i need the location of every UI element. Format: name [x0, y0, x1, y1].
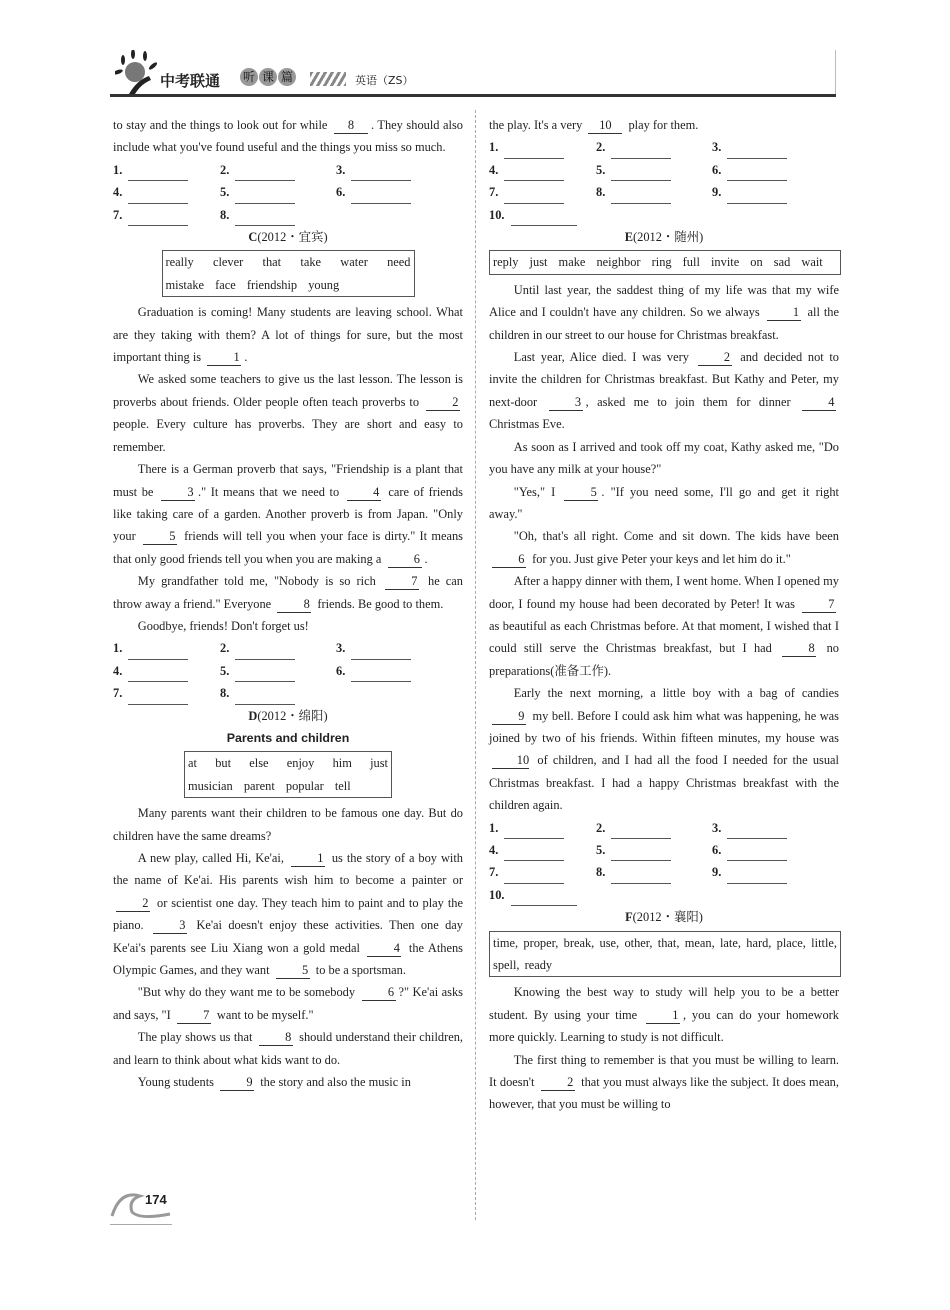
paragraph-text: "Yes," I — [513, 484, 562, 499]
answer-item — [220, 660, 336, 682]
section-heading — [489, 906, 839, 928]
answer-line-5[interactable] — [235, 667, 295, 682]
answer-item — [220, 159, 336, 181]
answer-line-3[interactable] — [727, 824, 787, 839]
paragraph-text: ?" Ke'ai asks and says, "I — [113, 985, 463, 1022]
blank-3[interactable]: 3 — [549, 395, 583, 411]
answer-line-4[interactable] — [504, 166, 564, 181]
blank-3[interactable]: 3 — [161, 485, 195, 501]
answer-row — [113, 637, 463, 659]
paragraph-text: ." It means that we need to — [198, 484, 344, 499]
answer-line-9[interactable] — [727, 189, 787, 204]
section-heading — [113, 226, 463, 248]
word-bank-box: time, proper, break, use, other, that, mean, late, hard, place, little, spell, ready — [489, 931, 841, 978]
paragraph-text: Young students — [137, 1075, 218, 1090]
blank-7[interactable]: 7 — [385, 574, 419, 590]
paragraph-text: care of friends like taking care of a garden. Another proverb is from Japan. "Only your — [113, 484, 463, 544]
answer-line-7[interactable] — [128, 690, 188, 705]
answer-line-4[interactable] — [128, 189, 188, 204]
answer-number: 6. — [336, 663, 346, 678]
answer-item — [336, 159, 443, 181]
section-badge — [240, 68, 297, 86]
answer-item — [220, 204, 336, 226]
answer-number: 7. — [489, 865, 499, 880]
answer-item — [113, 682, 220, 704]
answer-number: 2. — [220, 641, 230, 656]
section-letter: D — [248, 708, 258, 723]
answer-row — [113, 159, 463, 181]
answer-number: 6. — [336, 185, 346, 200]
answer-line-5[interactable] — [611, 166, 671, 181]
paragraph-text: to stay and the things to look out for while — [113, 118, 331, 132]
answer-number: 1. — [489, 820, 499, 835]
blank-2[interactable]: 2 — [426, 395, 460, 411]
answer-number: 4. — [489, 162, 499, 177]
answer-line-5[interactable] — [611, 846, 671, 861]
answer-item — [596, 181, 712, 203]
paragraph-text: . — [424, 551, 428, 566]
answer-number: 3. — [336, 162, 346, 177]
paragraph — [113, 847, 463, 981]
answer-item — [489, 884, 596, 906]
answer-row — [113, 660, 463, 682]
paragraph-text: My grandfather told me, "Nobody is so rich — [137, 574, 382, 589]
answer-number: 2. — [220, 162, 230, 177]
paragraph-text: for you. Just give Peter your keys and let him do it." — [529, 551, 791, 566]
passage-title: Parents and children — [226, 730, 350, 745]
paragraph-text: no preparations(准备工作). — [489, 641, 839, 678]
answer-number: 1. — [489, 140, 499, 155]
blank-7[interactable]: 7 — [802, 597, 836, 613]
answer-number: 5. — [220, 185, 230, 200]
answer-item — [220, 181, 336, 203]
paragraph — [489, 346, 839, 436]
answer-number: 8. — [220, 207, 230, 222]
paragraph-text: Ke'ai doesn't enjoy these activities. Then one day Ke'ai's parents see Liu Xiang won a gold medal — [113, 918, 463, 955]
answer-row — [489, 861, 839, 883]
paragraph-text: Early the next morning, a little boy with a bag of candies — [513, 686, 839, 701]
answer-row — [489, 839, 839, 861]
section-char: 课 — [259, 68, 277, 86]
paragraph — [489, 981, 839, 1048]
answer-row — [113, 682, 463, 704]
blank-9[interactable]: 9 — [492, 709, 526, 725]
answer-line-2[interactable] — [611, 144, 671, 159]
answer-item — [712, 861, 819, 883]
paragraph — [113, 114, 463, 159]
section-heading — [113, 705, 463, 727]
answer-number: 8. — [220, 686, 230, 701]
paragraph-text: he can throw away a friend." Everyone — [113, 574, 463, 611]
paragraph — [113, 1071, 463, 1093]
answer-line-8[interactable] — [611, 869, 671, 884]
answer-line-10[interactable] — [511, 891, 577, 906]
section-source: (2012・随州) — [633, 230, 704, 245]
section-letter: E — [624, 230, 634, 245]
answer-number: 3. — [712, 820, 722, 835]
answer-item — [489, 136, 596, 158]
answer-line-8[interactable] — [235, 211, 295, 226]
paragraph-text: the play. It's a very — [489, 118, 586, 132]
answer-item — [489, 839, 596, 861]
answer-number: 9. — [712, 185, 722, 200]
answer-number: 5. — [596, 843, 606, 857]
blank-8[interactable]: 8 — [334, 118, 368, 134]
paragraph-text: want to be myself." — [213, 1007, 314, 1022]
paragraph — [113, 301, 463, 368]
answer-item — [596, 136, 712, 158]
column-divider — [475, 110, 476, 1220]
slash-decoration — [310, 72, 346, 86]
answer-number: 7. — [489, 185, 499, 200]
blank-1[interactable]: 1 — [646, 1008, 680, 1024]
answer-line-6[interactable] — [727, 846, 787, 861]
answer-item — [336, 637, 443, 659]
paragraph-text: "But why do they want me to be somebody — [137, 985, 359, 1000]
answer-item — [489, 861, 596, 883]
answer-row — [489, 136, 839, 158]
answer-item — [113, 204, 220, 226]
paragraph — [113, 368, 463, 458]
blank-5[interactable]: 5 — [564, 485, 598, 501]
paragraph — [113, 570, 463, 615]
answer-line-10[interactable] — [511, 211, 577, 226]
paragraph — [489, 279, 839, 346]
blank-1[interactable]: 1 — [767, 305, 801, 321]
paragraph — [113, 1026, 463, 1071]
paragraph-text: , you can do your homework more quickly. Learning to study is not difficult. — [489, 1007, 839, 1045]
paragraph — [489, 114, 839, 136]
blank-5[interactable]: 5 — [276, 963, 310, 979]
blank-8[interactable]: 8 — [259, 1030, 293, 1046]
answer-item — [220, 682, 336, 704]
answer-line-9[interactable] — [727, 869, 787, 884]
blank-4[interactable]: 4 — [802, 395, 836, 411]
paragraph-text: The play shows us that — [137, 1030, 256, 1045]
answer-number: 3. — [712, 140, 722, 155]
paragraph-text: , asked me to join them for dinner — [585, 394, 799, 409]
paragraph — [489, 1049, 839, 1116]
paragraph-text: Knowing the best way to study will help you to be a better student. By using your time — [489, 985, 839, 1022]
paragraph — [113, 615, 463, 637]
paragraph-text: the Athens Olympic Games, and they want — [113, 940, 463, 978]
answer-item — [489, 181, 596, 203]
blank-4[interactable]: 4 — [367, 941, 401, 957]
page-header — [110, 48, 836, 97]
answer-item — [596, 817, 712, 839]
answer-line-3[interactable] — [351, 166, 411, 181]
brand-title: 中考联通 — [160, 72, 221, 90]
section-letter: F — [625, 910, 633, 925]
paragraph-text: play for them. — [625, 118, 699, 132]
answer-number: 6. — [712, 162, 722, 177]
answer-number: 1. — [113, 162, 123, 177]
answer-number: 4. — [489, 843, 499, 857]
answer-number: 8. — [596, 865, 606, 880]
answer-number: 1. — [113, 641, 123, 656]
answer-item — [596, 159, 712, 181]
paragraph — [113, 802, 463, 847]
page-footer — [110, 1186, 180, 1227]
answer-item — [596, 839, 712, 861]
paragraph — [113, 981, 463, 1026]
paragraph-text: Graduation is coming! Many students are leaving school. What are they taking with them? A lot of things for sure, but the most important thing is — [113, 305, 463, 365]
answer-line-7[interactable] — [128, 211, 188, 226]
answer-number: 5. — [220, 663, 230, 678]
section-char: 听 — [240, 68, 258, 86]
paragraph-text: us the story of a boy with the name of Ke'ai. His parents wish him to become a painter or — [113, 851, 463, 888]
section-heading — [489, 226, 839, 248]
blank-4[interactable]: 4 — [347, 485, 381, 501]
section-source: (2012・绵阳) — [257, 708, 328, 723]
blank-6[interactable]: 6 — [492, 552, 526, 568]
answer-number: 2. — [596, 820, 606, 835]
paragraph-text: . They should also include what you've found useful and the things you miss so much. — [113, 118, 463, 155]
answer-item — [712, 159, 819, 181]
paragraph-text: Christmas Eve. — [489, 417, 565, 432]
answer-item — [712, 839, 819, 861]
answer-line-7[interactable] — [504, 189, 564, 204]
answer-line-2[interactable] — [235, 166, 295, 181]
answer-item — [113, 637, 220, 659]
paragraph-text: After a happy dinner with them, I went home. When I opened my door, I found my house had been decorated by Peter! It was — [489, 574, 839, 611]
answer-item — [113, 660, 220, 682]
answer-number: 8. — [596, 185, 606, 200]
answer-number: 10. — [489, 887, 505, 902]
answer-line-8[interactable] — [611, 189, 671, 204]
paragraph-text: my bell. Before I could ask him what was happening, he was joined by two of his friends. Within fifteen minutes, my house was — [489, 708, 839, 745]
answer-number: 10. — [489, 207, 505, 222]
paragraph-text: all the children in our street to our house for Christmas breakfast. — [489, 305, 840, 342]
answer-item — [489, 204, 596, 226]
answer-row — [113, 181, 463, 203]
answer-row — [489, 204, 839, 226]
answer-line-4[interactable] — [504, 846, 564, 861]
page-number: 174 — [145, 1192, 167, 1207]
paragraph-text: The first thing to remember is that you must be willing to learn. It doesn't — [489, 1052, 839, 1090]
answer-row — [489, 181, 839, 203]
answer-number: 7. — [113, 207, 123, 222]
paragraph-text: We asked some teachers to give us the last lesson. The lesson is proverbs about friends. Older people often teach proverbs to — [113, 372, 463, 409]
answer-item — [489, 159, 596, 181]
answer-line-6[interactable] — [727, 166, 787, 181]
paragraph — [489, 525, 839, 570]
blank-3[interactable]: 3 — [153, 918, 187, 934]
paragraph-text: as beautiful as each Christmas before. At that moment, I wished that I could still serve the Christmas breakfast, but I had — [489, 618, 839, 656]
paragraph-text: A new play, called Hi, Ke'ai, — [137, 851, 288, 865]
paragraph-text: should understand their children, and learn to think about what kids want to do. — [113, 1030, 464, 1067]
answer-line-1[interactable] — [504, 144, 564, 159]
section-source: (2012・宜宾) — [257, 230, 328, 245]
paragraph — [489, 682, 839, 816]
blank-5[interactable]: 5 — [143, 529, 177, 545]
answer-item — [712, 817, 819, 839]
answer-line-7[interactable] — [504, 869, 564, 884]
answer-number: 4. — [113, 185, 123, 200]
blank-1[interactable]: 1 — [207, 350, 241, 366]
answer-item — [113, 159, 220, 181]
answer-item — [336, 660, 443, 682]
answer-item — [712, 136, 819, 158]
answer-number: 5. — [596, 162, 606, 177]
paragraph — [489, 436, 839, 481]
paragraph-text: friends will tell you when your face is dirty." It means that only good friends tell you when you are making a — [113, 529, 463, 566]
paragraph-text: that you must always like the subject. It does mean, however, that you must be willing to — [489, 1075, 839, 1112]
tree-logo-icon — [115, 50, 157, 96]
answer-number: 6. — [712, 843, 722, 857]
answer-line-3[interactable] — [727, 144, 787, 159]
answer-number: 7. — [113, 686, 123, 701]
paragraph-text: Last year, Alice died. I was very — [513, 350, 695, 365]
answer-row — [489, 159, 839, 181]
answer-line-1[interactable] — [128, 166, 188, 181]
blank-6[interactable]: 6 — [362, 985, 396, 1001]
paragraph-text: Many parents want their children to be famous one day. But do children have the same dreams? — [113, 806, 463, 843]
answer-row — [489, 884, 839, 906]
answer-line-2[interactable] — [611, 824, 671, 839]
paragraph-text: of children, and I had all the food I needed for the usual Christmas breakfast. I had a happy Christmas breakfast with the children again. — [489, 753, 839, 813]
word-bank-box: reply just make neighbor ring full invite on sad wait — [489, 250, 841, 274]
word-bank-box: at but else enjoy him just musician parent popular tell — [184, 751, 392, 798]
paragraph-text: "Oh, that's all right. Come and sit down. The kids have been — [513, 529, 839, 544]
answer-row — [489, 817, 839, 839]
answer-line-3[interactable] — [351, 645, 411, 660]
answer-item — [113, 181, 220, 203]
answer-item — [336, 181, 443, 203]
section-source: (2012・襄阳) — [632, 910, 703, 925]
answer-item — [712, 181, 819, 203]
answer-number: 9. — [712, 865, 722, 880]
blank-2[interactable]: 2 — [698, 350, 732, 366]
blank-7[interactable]: 7 — [177, 1008, 211, 1024]
answer-line-5[interactable] — [235, 189, 295, 204]
blank-8[interactable]: 8 — [277, 597, 311, 613]
answer-item — [596, 861, 712, 883]
answer-line-4[interactable] — [128, 667, 188, 682]
paragraph-text: Goodbye, friends! Don't forget us! — [137, 618, 309, 633]
paragraph-text: As soon as I arrived and took off my coat, Kathy asked me, "Do you have any milk at your house?" — [489, 439, 839, 477]
paragraph-text: to be a sportsman. — [312, 963, 406, 978]
answer-item — [489, 817, 596, 839]
subject-label: 英语（ZS） — [355, 74, 414, 87]
answer-number: 4. — [113, 663, 123, 678]
word-bank-box: really clever that take water need mistake face friendship young — [162, 250, 415, 297]
answer-number: 3. — [336, 641, 346, 656]
blank-2[interactable]: 2 — [541, 1075, 575, 1091]
blank-8[interactable]: 8 — [782, 641, 816, 657]
blank-1[interactable]: 1 — [291, 851, 325, 867]
paragraph-text: . "If you need some, I'll go and get it right away." — [489, 484, 839, 521]
paragraph — [489, 481, 839, 526]
paragraph-text: the story and also the music in — [257, 1075, 411, 1090]
section-char: 篇 — [278, 68, 296, 86]
answer-line-1[interactable] — [504, 824, 564, 839]
paragraph-text: and decided not to invite the children for Christmas breakfast. But Kathy and Peter, my next-door — [489, 350, 840, 409]
answer-line-8[interactable] — [235, 690, 295, 705]
paragraph-text: people. Every culture has proverbs. They are short and easy to remember. — [113, 417, 463, 454]
answer-line-2[interactable] — [235, 645, 295, 660]
paragraph-text: or scientist one day. They teach him to paint and to play the piano. — [113, 895, 463, 933]
blank-9[interactable]: 9 — [220, 1075, 254, 1091]
answer-line-6[interactable] — [351, 189, 411, 204]
header-edge — [835, 50, 836, 94]
answer-row — [113, 204, 463, 226]
answer-line-6[interactable] — [351, 667, 411, 682]
section-letter: C — [248, 230, 258, 245]
answer-item — [220, 637, 336, 659]
footer-rule — [110, 1224, 172, 1225]
paragraph — [113, 458, 463, 570]
blank-6[interactable]: 6 — [388, 552, 422, 568]
answer-number: 2. — [596, 140, 606, 155]
right-column — [489, 114, 839, 1116]
paragraph-text: Until last year, the saddest thing of my life was that my wife Alice and I couldn't have any children. So we always — [489, 282, 839, 320]
paragraph — [489, 570, 839, 682]
answer-line-1[interactable] — [128, 645, 188, 660]
left-column — [113, 114, 463, 1093]
paragraph-text: . — [244, 350, 248, 365]
blank-10[interactable]: 10 — [588, 118, 622, 134]
paragraph-text: friends. Be good to them. — [314, 596, 444, 611]
paragraph-text: There is a German proverb that says, "Friendship is a plant that must be — [113, 462, 463, 499]
blank-10[interactable]: 10 — [492, 753, 529, 769]
blank-2[interactable]: 2 — [116, 896, 150, 912]
